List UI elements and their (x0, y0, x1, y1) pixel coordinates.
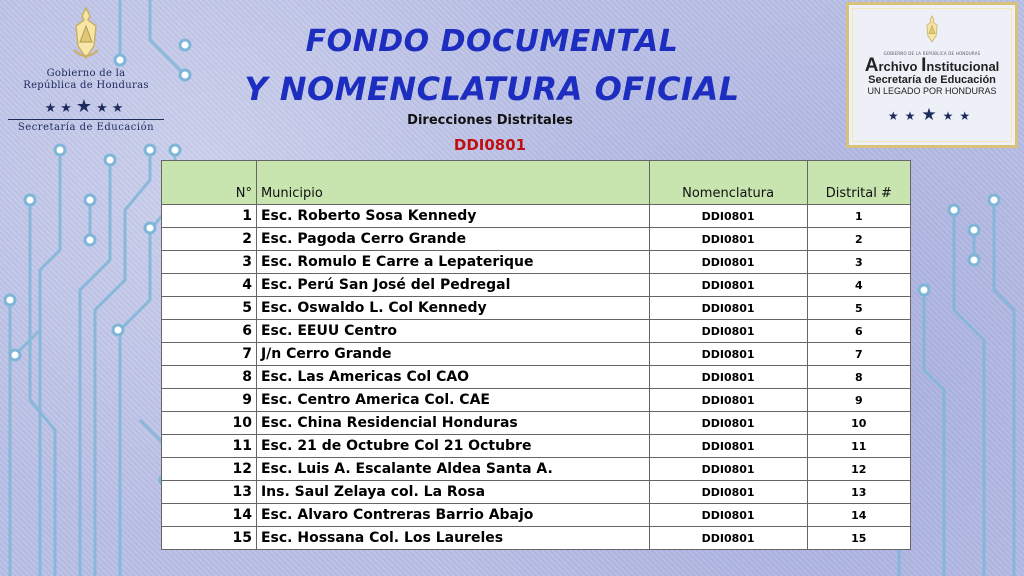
table-row (162, 366, 911, 389)
distrital-cell: 15 (807, 527, 910, 550)
row-number: 11 (162, 435, 257, 458)
municipio-cell: J/n Cerro Grande (256, 343, 649, 366)
nomenclatura-cell: DDI0801 (649, 320, 807, 343)
page-title-line2: Y NOMENCLATURA OFICIAL (244, 70, 740, 108)
municipio-cell: Esc. EEUU Centro (256, 320, 649, 343)
distrital-cell: 8 (807, 366, 910, 389)
nomenclatura-cell: DDI0801 (649, 366, 807, 389)
table-row (162, 412, 911, 435)
archive-department: Secretaría de Educación (868, 74, 996, 86)
municipio-cell: Esc. Hossana Col. Los Laureles (256, 527, 649, 550)
nomenclatura-cell: DDI0801 (649, 389, 807, 412)
distrital-cell: 1 (807, 205, 910, 228)
row-number: 5 (162, 297, 257, 320)
archive-name: Archivo Institucional (864, 55, 1000, 76)
row-number: 2 (162, 228, 257, 251)
row-number: 6 (162, 320, 257, 343)
table-row (162, 458, 911, 481)
table-row (162, 205, 911, 228)
table-row (162, 274, 911, 297)
table-header-row (162, 161, 911, 205)
table-row (162, 343, 911, 366)
nomenclatura-cell: DDI0801 (649, 297, 807, 320)
government-name-line1: Gobierno de la (46, 68, 126, 79)
row-number: 14 (162, 504, 257, 527)
municipio-cell: Esc. Pagoda Cerro Grande (256, 228, 649, 251)
row-number: 12 (162, 458, 257, 481)
table-row (162, 481, 911, 504)
government-name-line2: República de Honduras (23, 80, 149, 91)
table-row (162, 435, 911, 458)
distrital-cell: 9 (807, 389, 910, 412)
municipio-cell: Esc. Alvaro Contreras Barrio Abajo (256, 504, 649, 527)
municipio-cell: Esc. Roberto Sosa Kennedy (256, 205, 649, 228)
distrital-cell: 10 (807, 412, 910, 435)
star-icon: ★ (96, 101, 112, 116)
table-row (162, 504, 911, 527)
nomenclatura-cell: DDI0801 (649, 435, 807, 458)
municipio-cell: Ins. Saul Zelaya col. La Rosa (256, 481, 649, 504)
row-number: 3 (162, 251, 257, 274)
municipio-cell: Esc. Perú San José del Pedregal (256, 274, 649, 297)
nomenclatura-cell: DDI0801 (649, 343, 807, 366)
row-number: 1 (162, 205, 257, 228)
archive-tagline: UN LEGADO POR HONDURAS (867, 86, 997, 96)
distrital-cell: 14 (807, 504, 910, 527)
archive-tiny-text: GOBIERNO DE LA REPÚBLICA DE HONDURAS (883, 51, 981, 56)
nomenclatura-cell: DDI0801 (649, 458, 807, 481)
star-icon: ★ (44, 101, 61, 116)
municipio-cell: Esc. 21 de Octubre Col 21 Octubre (256, 435, 649, 458)
district-code: DDI0801 (453, 136, 527, 154)
table-row (162, 320, 911, 343)
distrital-cell: 2 (807, 228, 910, 251)
star-icon: ★ (904, 109, 922, 123)
star-icon: ★ (60, 101, 76, 116)
distrital-cell: 7 (807, 343, 910, 366)
table-row (162, 251, 911, 274)
nomenclatura-cell: DDI0801 (649, 274, 807, 297)
star-icon: ★ (75, 96, 97, 117)
column-header-number: N° (162, 161, 257, 205)
department-name: Secretaría de Educación (8, 119, 164, 133)
row-number: 8 (162, 366, 257, 389)
page-title-line1: FONDO DOCUMENTAL (305, 24, 679, 59)
nomenclatura-cell: DDI0801 (649, 251, 807, 274)
distrital-cell: 12 (807, 458, 910, 481)
star-icon: ★ (887, 109, 905, 123)
table-row (162, 527, 911, 550)
nomenclatura-cell: DDI0801 (649, 205, 807, 228)
row-number: 15 (162, 527, 257, 550)
nomenclatura-cell: DDI0801 (649, 412, 807, 435)
row-number: 9 (162, 389, 257, 412)
row-number: 10 (162, 412, 257, 435)
distrital-cell: 13 (807, 481, 910, 504)
nomenclature-table (161, 160, 911, 550)
star-icon: ★ (959, 109, 977, 123)
row-number: 7 (162, 343, 257, 366)
distrital-cell: 4 (807, 274, 910, 297)
column-header-nomenclatura: Nomenclatura (649, 161, 807, 205)
table-row (162, 389, 911, 412)
star-icon: ★ (111, 101, 128, 116)
row-number: 13 (162, 481, 257, 504)
table-row (162, 297, 911, 320)
nomenclatura-cell: DDI0801 (649, 504, 807, 527)
municipio-cell: Esc. Romulo E Carre a Lepaterique (256, 251, 649, 274)
star-icon: ★ (942, 109, 960, 123)
page-subtitle: Direcciones Distritales (407, 113, 573, 128)
distrital-cell: 6 (807, 320, 910, 343)
star-icon: ★ (921, 105, 943, 125)
municipio-cell: Esc. Centro America Col. CAE (256, 389, 649, 412)
municipio-cell: Esc. Luis A. Escalante Aldea Santa A. (256, 458, 649, 481)
nomenclatura-cell: DDI0801 (649, 481, 807, 504)
column-header-distrital: Distrital # (807, 161, 910, 205)
nomenclatura-cell: DDI0801 (649, 527, 807, 550)
municipio-cell: Esc. China Residencial Honduras (256, 412, 649, 435)
municipio-cell: Esc. Las Americas Col CAO (256, 366, 649, 389)
row-number: 4 (162, 274, 257, 297)
table-body (162, 205, 911, 550)
distrital-cell: 11 (807, 435, 910, 458)
table-row (162, 228, 911, 251)
municipio-cell: Esc. Oswaldo L. Col Kennedy (256, 297, 649, 320)
nomenclatura-cell: DDI0801 (649, 228, 807, 251)
distrital-cell: 5 (807, 297, 910, 320)
distrital-cell: 3 (807, 251, 910, 274)
column-header-municipio: Municipio (256, 161, 649, 205)
